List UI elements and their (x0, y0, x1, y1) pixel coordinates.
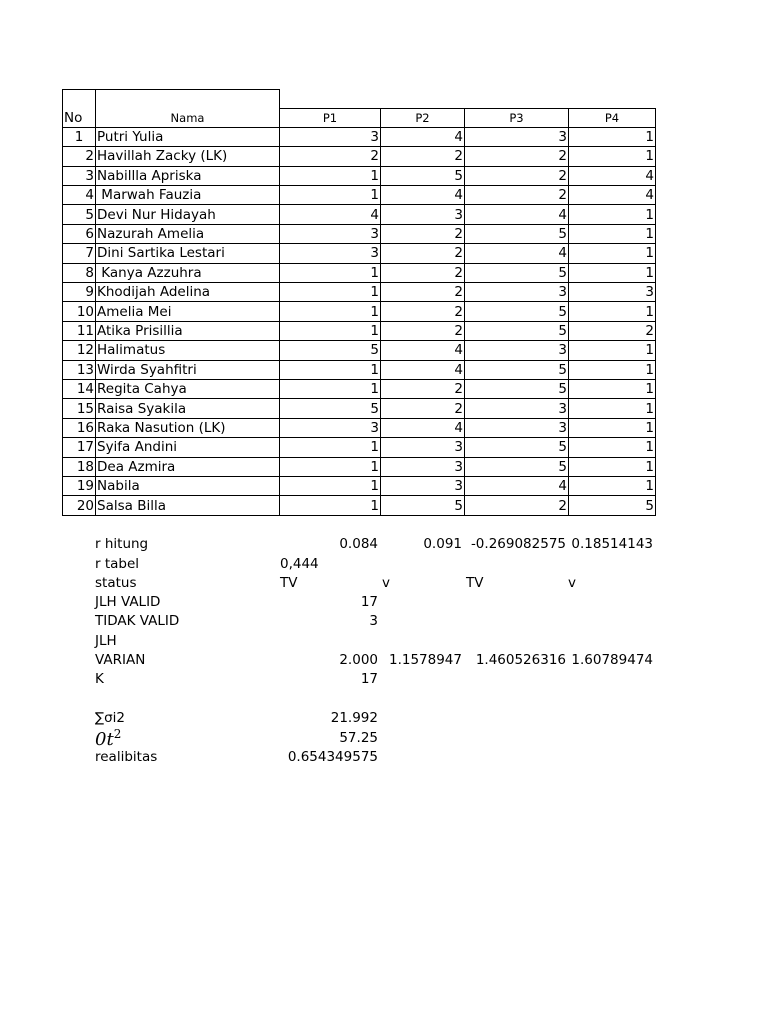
cell-p1: 1 (280, 379, 381, 398)
cell-p1: 1 (280, 360, 381, 379)
status-p2: v (382, 575, 390, 591)
cell-p1: 3 (280, 127, 381, 146)
r-hitung-label: r hitung (95, 536, 149, 552)
table-row (63, 244, 656, 263)
sum-sigma-value: 21.992 (330, 710, 378, 726)
status-p3: TV (466, 575, 484, 591)
cell-p1: 3 (280, 244, 381, 263)
cell-nama: Regita Cahya (96, 379, 280, 398)
cell-p1: 1 (280, 496, 381, 515)
varian-p4: 1.60789474 (571, 652, 653, 668)
header-spacer (280, 90, 656, 109)
cell-p2: 2 (381, 224, 465, 243)
cell-p4: 1 (569, 147, 656, 166)
table-row (63, 283, 656, 302)
cell-p3: 5 (465, 438, 569, 457)
table-row (63, 418, 656, 437)
r-hitung-p2: 0.091 (423, 536, 462, 552)
cell-no: 16 (63, 418, 96, 437)
cell-p2: 3 (381, 205, 465, 224)
cell-nama: Nazurah Amelia (96, 224, 280, 243)
cell-p3: 3 (465, 341, 569, 360)
cell-p3: 3 (465, 127, 569, 146)
cell-p4: 1 (569, 263, 656, 282)
cell-nama: Putri Yulia (96, 127, 280, 146)
cell-p3: 2 (465, 186, 569, 205)
cell-no: 12 (63, 341, 96, 360)
cell-no: 3 (63, 166, 96, 185)
table-row (63, 496, 656, 515)
cell-p2: 2 (381, 283, 465, 302)
table-row (63, 360, 656, 379)
r-tabel-label: r tabel (95, 556, 140, 572)
table-row (63, 379, 656, 398)
k-label: K (95, 671, 104, 687)
cell-p4: 4 (569, 166, 656, 185)
cell-no: 8 (63, 263, 96, 282)
cell-p3: 5 (465, 263, 569, 282)
cell-nama: Havillah Zacky (LK) (96, 147, 280, 166)
cell-p2: 3 (381, 476, 465, 495)
cell-p4: 4 (569, 186, 656, 205)
cell-nama: Nabila (96, 476, 280, 495)
cell-p3: 4 (465, 476, 569, 495)
table-row (63, 263, 656, 282)
cell-p2: 4 (381, 418, 465, 437)
cell-nama: Halimatus (96, 341, 280, 360)
cell-no: 4 (63, 186, 96, 205)
cell-p4: 1 (569, 224, 656, 243)
tidak-valid-label: TIDAK VALID (95, 613, 180, 629)
tidak-valid-value: 3 (369, 613, 378, 629)
cell-p4: 1 (569, 205, 656, 224)
table-row (63, 205, 656, 224)
cell-no: 1 (63, 127, 96, 146)
cell-p1: 4 (280, 205, 381, 224)
cell-p2: 4 (381, 127, 465, 146)
cell-p3: 5 (465, 379, 569, 398)
varian-p2: 1.1578947 (388, 652, 462, 668)
cell-nama: Nabillla Apriska (96, 166, 280, 185)
cell-no: 14 (63, 379, 96, 398)
cell-p3: 5 (465, 457, 569, 476)
cell-nama: Raka Nasution (LK) (96, 418, 280, 437)
r-hitung-p1: 0.084 (339, 536, 378, 552)
header-row-top (63, 90, 656, 109)
sum-sigma-label: ∑σi2 (95, 710, 125, 726)
cell-p2: 4 (381, 360, 465, 379)
cell-p3: 5 (465, 224, 569, 243)
header-p2: P2 (381, 108, 465, 127)
cell-p4: 1 (569, 379, 656, 398)
table-row (63, 341, 656, 360)
realibitas-label: realibitas (95, 749, 158, 765)
cell-p2: 3 (381, 457, 465, 476)
cell-p4: 1 (569, 244, 656, 263)
cell-nama: Devi Nur Hidayah (96, 205, 280, 224)
header-no: No (63, 90, 96, 128)
cell-p2: 2 (381, 399, 465, 418)
cell-nama: Wirda Syahfitri (96, 360, 280, 379)
cell-no: 5 (63, 205, 96, 224)
cell-no: 18 (63, 457, 96, 476)
cell-no: 10 (63, 302, 96, 321)
cell-p4: 1 (569, 476, 656, 495)
cell-p4: 3 (569, 283, 656, 302)
jlh-valid-label: JLH VALID (95, 594, 161, 610)
cell-p2: 2 (381, 244, 465, 263)
cell-no: 13 (63, 360, 96, 379)
cell-nama: Syifa Andini (96, 438, 280, 457)
cell-p2: 2 (381, 321, 465, 340)
cell-p1: 2 (280, 147, 381, 166)
cell-p1: 1 (280, 186, 381, 205)
cell-no: 20 (63, 496, 96, 515)
cell-no: 19 (63, 476, 96, 495)
cell-nama: Dea Azmira (96, 457, 280, 476)
cell-p4: 5 (569, 496, 656, 515)
cell-p2: 2 (381, 379, 465, 398)
cell-p2: 2 (381, 263, 465, 282)
cell-p1: 3 (280, 224, 381, 243)
cell-p3: 5 (465, 302, 569, 321)
cell-nama: Atika Prisillia (96, 321, 280, 340)
varian-label: VARIAN (95, 652, 146, 668)
cell-p1: 1 (280, 166, 381, 185)
table-row (63, 147, 656, 166)
jlh-valid-value: 17 (360, 594, 378, 610)
cell-p2: 5 (381, 496, 465, 515)
cell-p4: 1 (569, 341, 656, 360)
table-row (63, 166, 656, 185)
table-row (63, 186, 656, 205)
table-row (63, 302, 656, 321)
cell-p2: 4 (381, 341, 465, 360)
cell-nama: Marwah Fauzia (96, 186, 280, 205)
cell-p2: 2 (381, 147, 465, 166)
cell-p4: 1 (569, 399, 656, 418)
cell-p1: 1 (280, 302, 381, 321)
r-hitung-p3: -0.269082575 (470, 536, 566, 552)
r-hitung-p4: 0.18514143 (571, 536, 653, 552)
cell-p2: 5 (381, 166, 465, 185)
cell-p3: 2 (465, 166, 569, 185)
sigma-t-sup: 2 (113, 727, 122, 741)
cell-p1: 3 (280, 418, 381, 437)
cell-no: 2 (63, 147, 96, 166)
cell-p4: 2 (569, 321, 656, 340)
cell-p1: 1 (280, 283, 381, 302)
cell-p1: 1 (280, 457, 381, 476)
sigma-t-base: 0t (95, 729, 114, 750)
cell-p3: 3 (465, 283, 569, 302)
header-p4: P4 (569, 108, 656, 127)
table-row (63, 321, 656, 340)
cell-p4: 1 (569, 302, 656, 321)
cell-no: 6 (63, 224, 96, 243)
cell-p4: 1 (569, 360, 656, 379)
cell-no: 15 (63, 399, 96, 418)
cell-nama: Raisa Syakila (96, 399, 280, 418)
cell-p3: 5 (465, 321, 569, 340)
cell-no: 17 (63, 438, 96, 457)
cell-nama: Khodijah Adelina (96, 283, 280, 302)
cell-nama: Dini Sartika Lestari (96, 244, 280, 263)
cell-no: 7 (63, 244, 96, 263)
cell-p3: 4 (465, 205, 569, 224)
sigma-t-label (95, 727, 121, 750)
table-row (63, 399, 656, 418)
cell-p1: 1 (280, 263, 381, 282)
cell-p1: 5 (280, 341, 381, 360)
cell-p4: 1 (569, 438, 656, 457)
data-table (62, 89, 656, 516)
header-nama: Nama (96, 90, 280, 128)
sigma-t-value: 57.25 (339, 730, 378, 746)
varian-p1: 2.000 (339, 652, 378, 668)
table-row (63, 438, 656, 457)
status-label: status (95, 575, 137, 591)
cell-p1: 5 (280, 399, 381, 418)
cell-p1: 1 (280, 321, 381, 340)
status-p4: v (568, 575, 576, 591)
table-row (63, 127, 656, 146)
cell-p3: 2 (465, 147, 569, 166)
cell-p2: 2 (381, 302, 465, 321)
status-p1: TV (280, 575, 298, 591)
cell-no: 11 (63, 321, 96, 340)
cell-nama: Salsa Billa (96, 496, 280, 515)
table-row (63, 224, 656, 243)
k-value: 17 (360, 671, 378, 687)
cell-p4: 1 (569, 418, 656, 437)
table-row (63, 476, 656, 495)
cell-p4: 1 (569, 127, 656, 146)
r-tabel-value: 0,444 (280, 556, 319, 572)
varian-p3: 1.460526316 (475, 652, 566, 668)
header-p1: P1 (280, 108, 381, 127)
cell-nama: Kanya Azzuhra (96, 263, 280, 282)
jlh-label: JLH (95, 633, 117, 649)
table-row (63, 457, 656, 476)
cell-p1: 1 (280, 476, 381, 495)
cell-p3: 3 (465, 418, 569, 437)
cell-p3: 2 (465, 496, 569, 515)
cell-p2: 3 (381, 438, 465, 457)
cell-no: 9 (63, 283, 96, 302)
cell-nama: Amelia Mei (96, 302, 280, 321)
realibitas-value: 0.654349575 (287, 749, 378, 765)
cell-p2: 4 (381, 186, 465, 205)
cell-p3: 5 (465, 360, 569, 379)
cell-p3: 3 (465, 399, 569, 418)
cell-p4: 1 (569, 457, 656, 476)
cell-p1: 1 (280, 438, 381, 457)
cell-p3: 4 (465, 244, 569, 263)
header-p3: P3 (465, 108, 569, 127)
